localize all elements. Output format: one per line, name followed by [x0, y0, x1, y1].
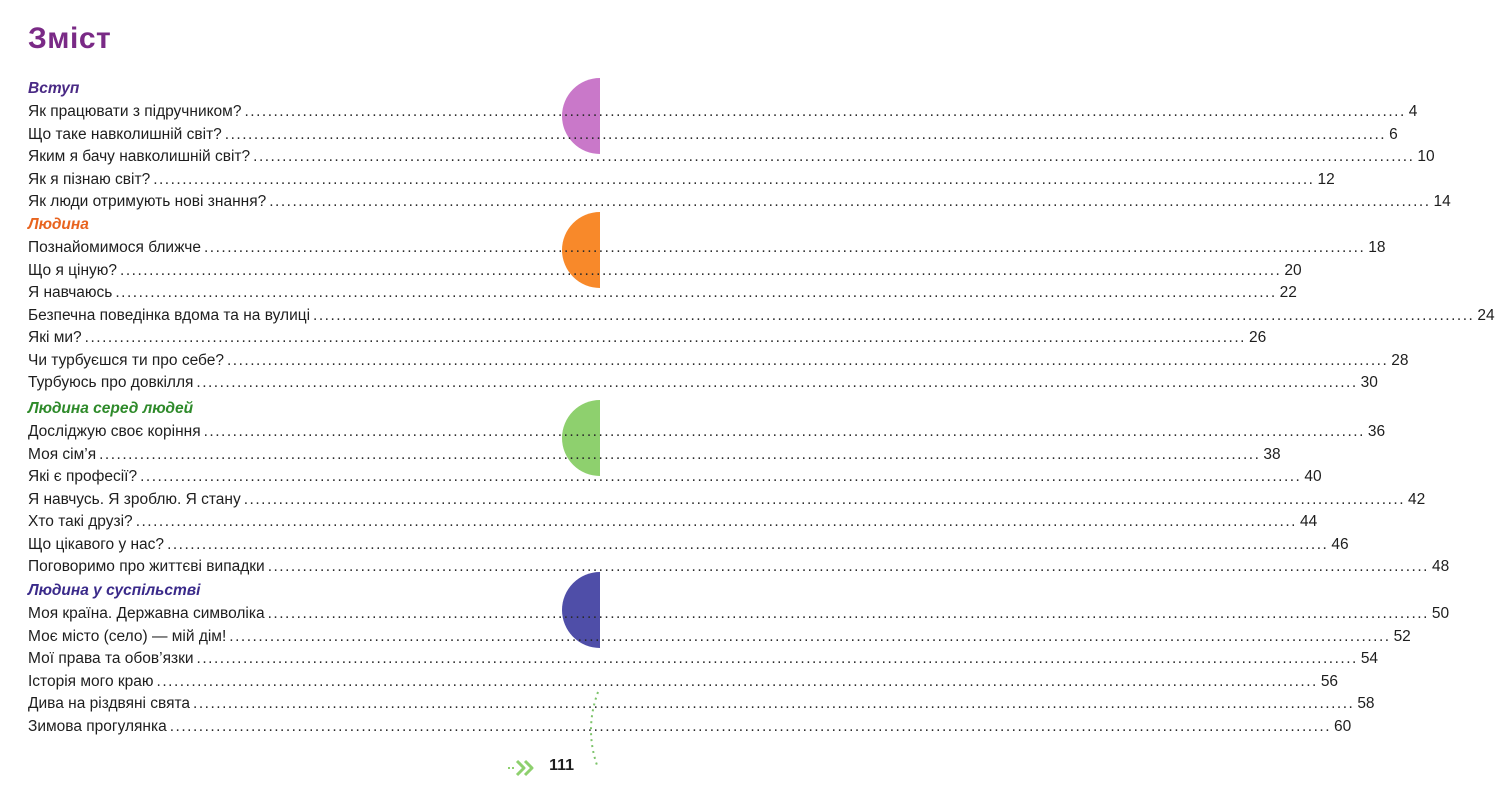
toc-entry[interactable] — [28, 556, 1450, 579]
entry-title: Чи турбуєшся ти про себе? — [28, 351, 224, 369]
double-chevron-icon — [506, 758, 536, 778]
toc-entry[interactable] — [28, 350, 1409, 373]
entry-page: 22 — [1279, 284, 1297, 301]
entry-page: 60 — [1334, 717, 1352, 735]
entry-title: Познайомимося ближче — [28, 239, 201, 256]
section-heading: Людина у суспільстві — [28, 582, 201, 599]
entry-title: Поговоримо про життєві випадки — [28, 558, 265, 575]
entry-page: 12 — [1317, 170, 1335, 188]
entry-page: 56 — [1320, 672, 1339, 690]
toc-entry[interactable] — [28, 124, 1398, 147]
toc-entry[interactable] — [28, 603, 1450, 626]
entry-title: Хто такі друзі? — [28, 513, 133, 530]
dot-leader: ........................................................................................................................................................................................................ — [267, 605, 1429, 622]
page-title: Зміст — [28, 22, 112, 55]
entry-page: 48 — [1431, 558, 1450, 575]
toc-entry[interactable] — [28, 305, 1495, 328]
entry-page: 44 — [1299, 513, 1318, 530]
toc-entry[interactable] — [28, 372, 1378, 395]
section-sered-lyudey — [28, 398, 1450, 579]
dot-leader: ........................................................................................................................................................................................................ — [84, 329, 1246, 346]
entry-page: 6 — [1389, 125, 1398, 143]
entry-title: Безпечна поведінка вдома та на вулиці — [28, 306, 311, 324]
entry-page: 28 — [1391, 351, 1409, 369]
entry-title: Моя сім’я — [28, 445, 97, 463]
dot-leader: ........................................................................................................................................................................................................ — [203, 239, 1366, 256]
entry-title: Що я ціную? — [28, 261, 118, 279]
dot-leader: ........................................................................................................................................................................................................ — [196, 374, 1358, 391]
entry-page: 40 — [1304, 468, 1322, 485]
page-number: 111 — [549, 757, 574, 774]
entry-title: Зимова прогулянка — [28, 717, 167, 735]
toc-entry[interactable] — [28, 534, 1349, 557]
entry-page: 4 — [1408, 103, 1418, 120]
dot-leader: ........................................................................................................................................................................................................ — [224, 125, 1387, 143]
dot-leader: ........................................................................................................................................................................................................ — [156, 672, 1318, 690]
entry-title: Що таке навколишній світ? — [28, 125, 222, 143]
toc-entry[interactable] — [28, 421, 1386, 444]
toc-entry[interactable] — [28, 466, 1322, 489]
toc-entry[interactable] — [28, 671, 1339, 694]
entry-title: Турбуюсь про довкілля — [28, 374, 194, 391]
section-heading: Людина — [28, 216, 89, 233]
dot-leader: ........................................................................................................................................................................................................ — [203, 423, 1365, 440]
toc-entry[interactable] — [28, 444, 1281, 467]
entry-title: Як я пізнаю світ? — [28, 170, 151, 188]
dot-leader: ........................................................................................................................................................................................................ — [267, 558, 1429, 575]
entry-title: Як працювати з підручником? — [28, 103, 242, 120]
toc-entry[interactable] — [28, 282, 1297, 305]
toc-entry[interactable] — [28, 716, 1352, 739]
entry-page: 42 — [1408, 490, 1426, 508]
toc-entry[interactable] — [28, 260, 1302, 283]
entry-title: Мої права та обов’язки — [28, 650, 194, 667]
entry-page: 36 — [1367, 423, 1386, 440]
toc-entry[interactable] — [28, 169, 1335, 192]
entry-title: Які ми? — [28, 329, 82, 346]
dot-leader: ........................................................................................................................................................................................................ — [313, 306, 1475, 324]
dot-leader: ........................................................................................................................................................................................................ — [193, 695, 1355, 712]
entry-title: Моя країна. Державна символіка — [28, 605, 265, 622]
toc-entry[interactable] — [28, 146, 1435, 169]
dot-leader: ........................................................................................................................................................................................................ — [115, 284, 1277, 301]
toc-entry[interactable] — [28, 101, 1418, 124]
entry-page: 24 — [1477, 306, 1495, 324]
dotted-arc-decoration — [580, 690, 600, 770]
entry-page: 58 — [1357, 695, 1375, 712]
entry-page: 26 — [1248, 329, 1267, 346]
dot-leader: ........................................................................................................................................................................................................ — [244, 103, 1406, 120]
section-lyudyna — [28, 214, 1495, 395]
entry-title: Що цікавого у нас? — [28, 535, 165, 553]
entry-page: 18 — [1368, 239, 1386, 256]
dot-leader: ........................................................................................................................................................................................................ — [167, 535, 1329, 553]
dot-leader: ........................................................................................................................................................................................................ — [135, 513, 1297, 530]
toc-entry[interactable] — [28, 327, 1267, 350]
toc-entry[interactable] — [28, 191, 1451, 214]
entry-page: 20 — [1284, 261, 1302, 279]
entry-page: 50 — [1431, 605, 1450, 622]
section-suspilstvo — [28, 580, 1450, 738]
entry-title: Досліджую своє коріння — [28, 423, 201, 440]
section-heading: Вступ — [28, 80, 80, 97]
toc-entry[interactable] — [28, 489, 1426, 512]
entry-title: Моє місто (село) — мій дім! — [28, 627, 227, 645]
dot-leader: ........................................................................................................................................................................................................ — [227, 351, 1389, 369]
dot-leader: ........................................................................................................................................................................................................ — [243, 490, 1406, 508]
dot-leader: ........................................................................................................................................................................................................ — [153, 170, 1315, 188]
toc-entry[interactable] — [28, 626, 1411, 649]
entry-page: 46 — [1331, 535, 1349, 553]
entry-title: Історія мого краю — [28, 672, 154, 690]
dot-leader: ........................................................................................................................................................................................................ — [99, 445, 1261, 463]
entry-title: Яким я бачу навколишній світ? — [28, 148, 251, 165]
toc-entry[interactable] — [28, 693, 1375, 716]
entry-page: 38 — [1263, 445, 1281, 463]
entry-page: 30 — [1360, 374, 1378, 391]
entry-page: 52 — [1393, 627, 1411, 645]
entry-page: 14 — [1433, 193, 1451, 210]
dot-leader: ........................................................................................................................................................................................................ — [120, 261, 1282, 279]
toc-entry[interactable] — [28, 237, 1386, 260]
dot-leader: ........................................................................................................................................................................................................ — [169, 717, 1332, 735]
entry-title: Дива на різдвяні свята — [28, 695, 191, 712]
entry-title: Я навчусь. Я зроблю. Я стану — [28, 490, 241, 508]
dot-leader: ........................................................................................................................................................................................................ — [196, 650, 1358, 667]
toc-entry[interactable] — [28, 648, 1379, 671]
dot-leader: ........................................................................................................................................................................................................ — [140, 468, 1302, 485]
entry-title: Як люди отримують нові знання? — [28, 193, 267, 210]
entry-page: 10 — [1417, 148, 1435, 165]
dot-leader: ........................................................................................................................................................................................................ — [269, 193, 1431, 210]
dot-leader: ........................................................................................................................................................................................................ — [253, 148, 1415, 165]
dot-leader: ........................................................................................................................................................................................................ — [229, 627, 1391, 645]
section-heading: Людина серед людей — [28, 400, 194, 417]
section-vstup — [28, 78, 1451, 214]
entry-title: Я навчаюсь — [28, 284, 113, 301]
toc-entry[interactable] — [28, 511, 1318, 534]
entry-title: Які є професії? — [28, 468, 138, 485]
entry-page: 54 — [1360, 650, 1379, 667]
